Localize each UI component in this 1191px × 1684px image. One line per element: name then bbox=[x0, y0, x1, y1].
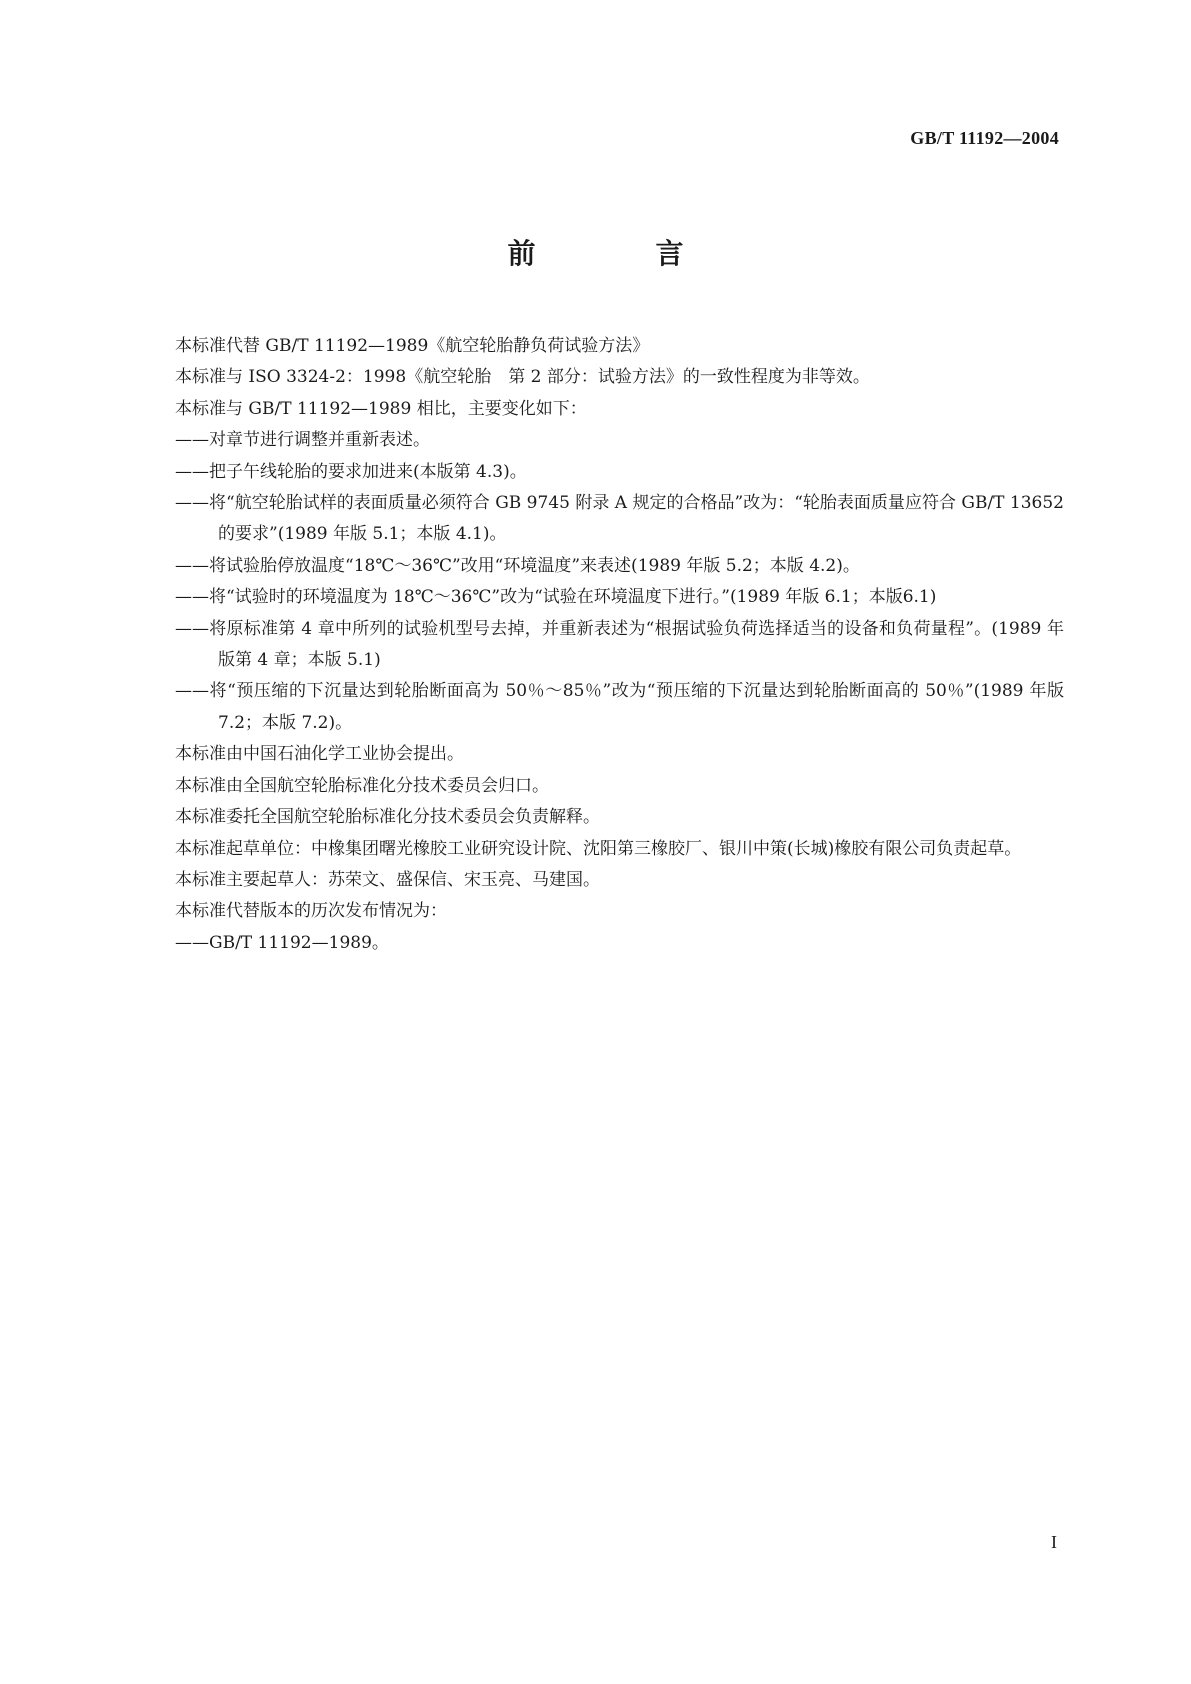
change-item: ——将试验胎停放温度“18℃～36℃”改用“环境温度”来表述(1989 年版 5.2；本版 4.2)。 bbox=[175, 555, 860, 576]
change-item: ——把子午线轮胎的要求加进来(本版第 4.3)。 bbox=[175, 461, 527, 482]
change-item: ——将“航空轮胎试样的表面质量必须符合 GB 9745 附录 A 规定的合格品”改为：“轮胎表面质量应符合 GB/T 13652 的要求”(1989 年版 5.1；本版 4.1)。 bbox=[175, 493, 1064, 545]
paragraph-history-intro: 本标准代替版本的历次发布情况为： bbox=[175, 901, 447, 922]
page-title: 前 言 bbox=[507, 237, 730, 270]
paragraph-drafting-units: 本标准起草单位：中橡集团曙光橡胶工业研究设计院、沈阳第三橡胶厂、银川中策(长城)橡胶有限公司负责起草。 bbox=[175, 838, 1022, 859]
page-number: I bbox=[1051, 1532, 1057, 1552]
paragraph-consistency: 本标准与 ISO 3324-2：1998《航空轮胎 第 2 部分：试验方法》的一致性程度为非等效。 bbox=[175, 367, 870, 388]
history-item: ——GB/T 11192—1989。 bbox=[175, 932, 389, 953]
paragraph-changes-intro: 本标准与 GB/T 11192—1989 相比，主要变化如下： bbox=[175, 398, 587, 419]
change-item: ——对章节进行调整并重新表述。 bbox=[175, 430, 430, 451]
document-body bbox=[130, 331, 1064, 959]
paragraph-centralized-by: 本标准由全国航空轮胎标准化分技术委员会归口。 bbox=[175, 775, 549, 796]
change-item: ——将“试验时的环境温度为 18℃～36℃”改为“试验在环境温度下进行。”(1989 年版 6.1；本版6.1) bbox=[175, 587, 937, 608]
standard-code: GB/T 11192—2004 bbox=[910, 128, 1059, 148]
change-item: ——将“预压缩的下沉量达到轮胎断面高为 50％～85％”改为“预压缩的下沉量达到轮胎断面高的 50％”(1989 年版 7.2；本版 7.2)。 bbox=[175, 681, 1064, 733]
paragraph-replaces: 本标准代替 GB/T 11192—1989《航空轮胎静负荷试验方法》 bbox=[175, 336, 650, 356]
paragraph-drafters: 本标准主要起草人：苏荣文、盛保信、宋玉亮、马建国。 bbox=[175, 869, 600, 890]
change-item: ——将原标准第 4 章中所列的试验机型号去掉，并重新表述为“根据试验负荷选择适当的设备和负荷量程”。(1989 年版第 4 章；本版 5.1) bbox=[175, 618, 1064, 671]
paragraph-interpretation: 本标准委托全国航空轮胎标准化分技术委员会负责解释。 bbox=[175, 807, 600, 828]
paragraph-proposed-by: 本标准由中国石油化学工业协会提出。 bbox=[175, 744, 464, 765]
